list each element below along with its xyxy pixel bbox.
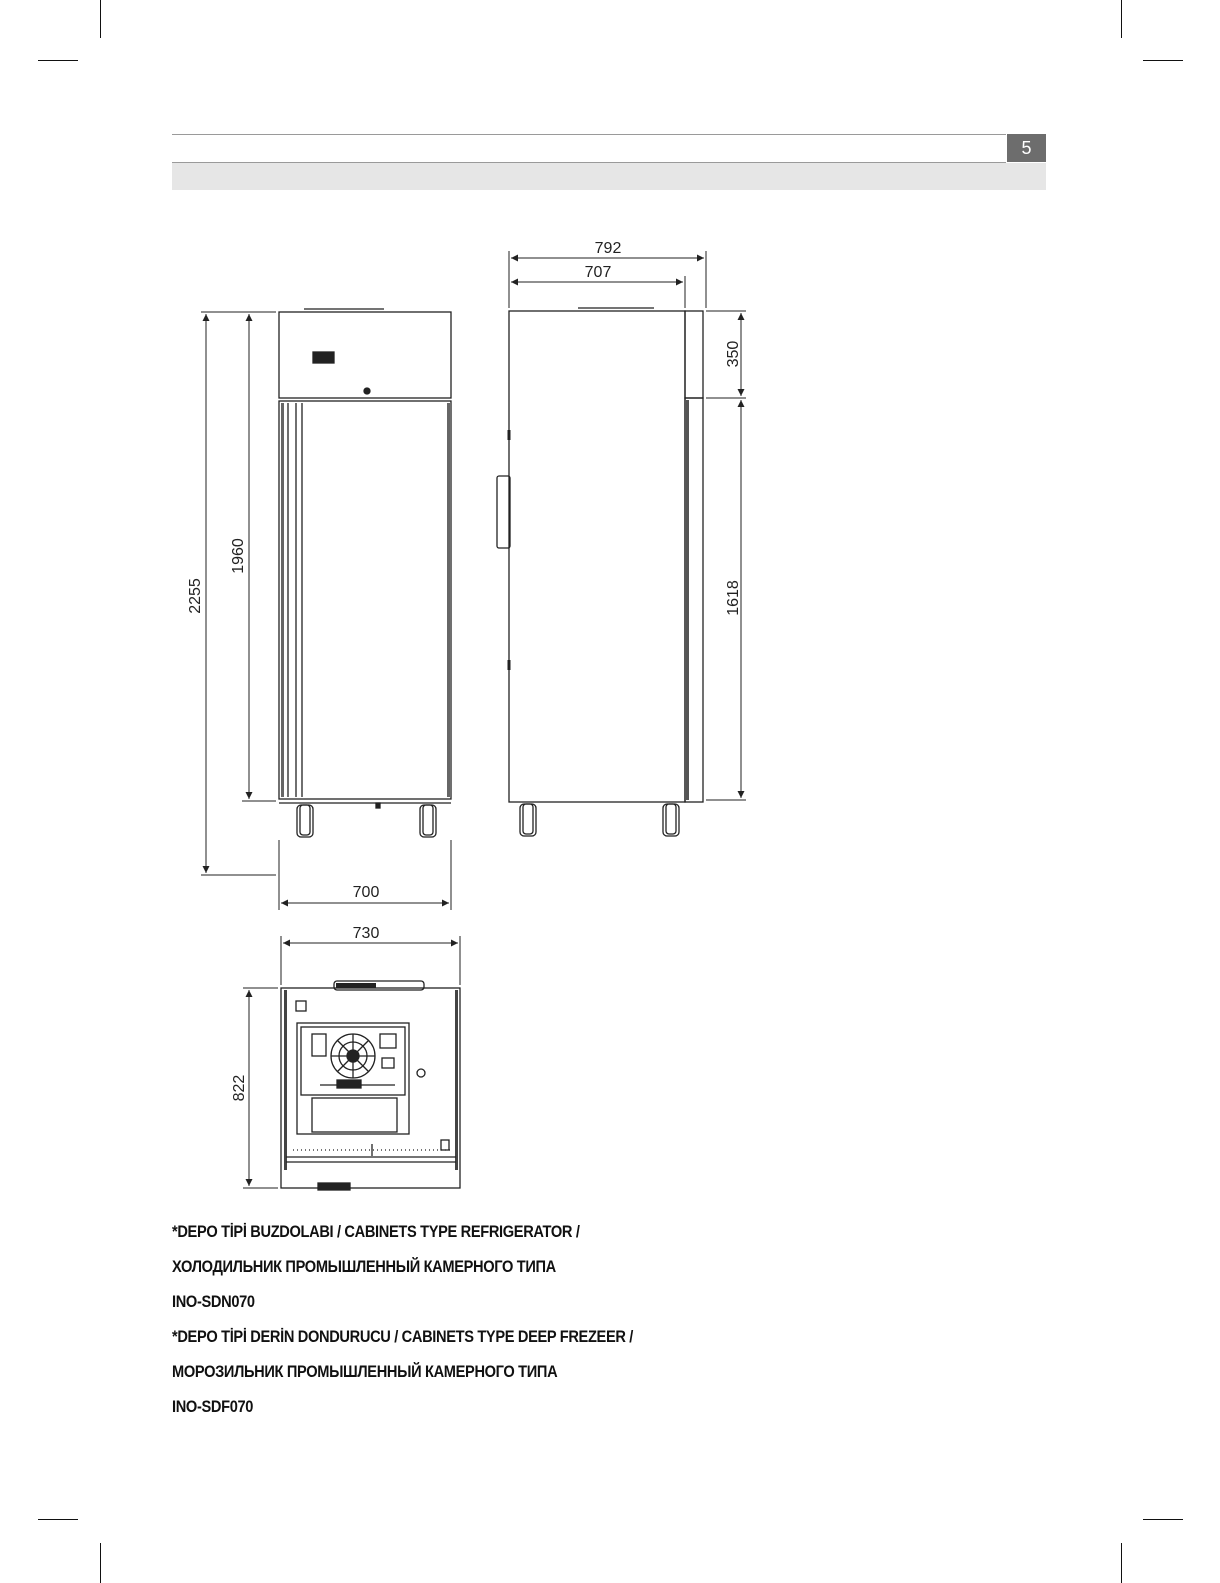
dim-1618: 1618 [725, 580, 742, 616]
dim-2255: 2255 [187, 578, 204, 614]
side-body [509, 311, 685, 802]
caption-model-1: INO-SDN070 [172, 1292, 255, 1311]
caption-line-2: ХОЛОДИЛЬНИК ПРОМЫШЛЕННЫЙ КАМЕРНОГО ТИПА [172, 1257, 556, 1276]
side-handle [497, 476, 510, 548]
front-door [279, 401, 451, 799]
caption-model-2: INO-SDF070 [172, 1397, 254, 1416]
front-dimensions [187, 312, 451, 910]
caption-line-4: МОРОЗИЛЬНИК ПРОМЫШЛЕННЫЙ КАМЕРНОГО ТИПА [172, 1362, 558, 1381]
top-outline [281, 988, 460, 1188]
front-top-panel [279, 312, 451, 398]
vent-icon [296, 1001, 306, 1011]
dim-700: 700 [352, 884, 380, 901]
lock-knob [364, 388, 370, 394]
dim-707: 707 [584, 264, 612, 281]
dim-822: 822 [231, 1074, 248, 1102]
dim-1960: 1960 [230, 538, 247, 574]
display-panel [313, 352, 334, 363]
dim-350: 350 [725, 340, 742, 368]
side-door-edge [685, 311, 703, 398]
side-view [497, 308, 703, 836]
caption-line-1: *DEPO TİPİ BUZDOLABI / CABINETS TYPE REFRIGERATOR / [172, 1222, 580, 1241]
side-dimensions [509, 240, 746, 800]
caption-line-3: *DEPO TİPİ DERİN DONDURUCU / CABINETS TYPE DEEP FREZEER / [172, 1327, 634, 1346]
dim-792: 792 [594, 240, 622, 257]
dim-730: 730 [352, 925, 380, 942]
top-view [281, 981, 460, 1190]
drain-icon [417, 1069, 425, 1077]
page-number: 5 [1007, 134, 1046, 162]
front-view [279, 309, 451, 837]
